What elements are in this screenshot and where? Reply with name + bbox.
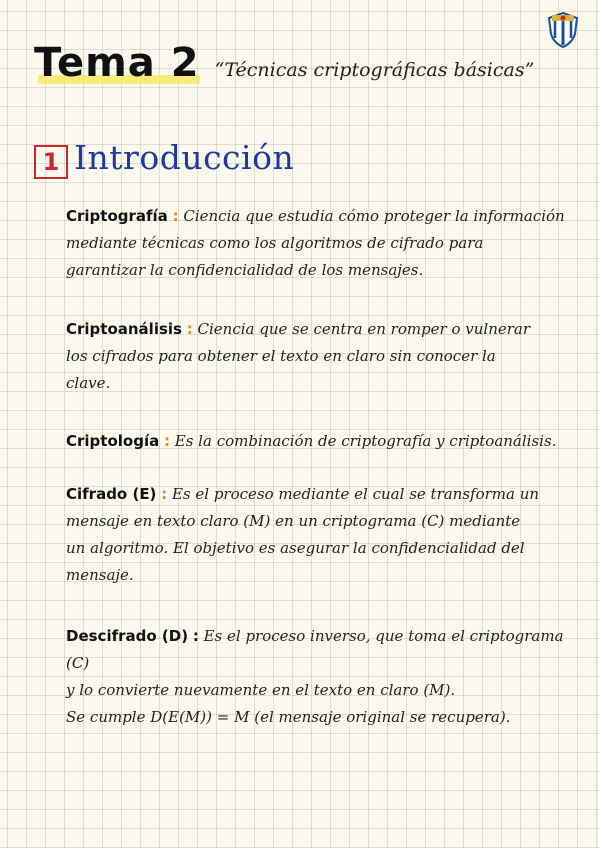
definition-line: mensaje en texto claro (M) en un criptograma (C) mediante [66,512,521,530]
definition-line: mediante técnicas como los algoritmos de cifrado para [66,234,484,252]
section-title: Introducción [74,138,295,177]
definition-term: Criptografía [66,207,168,225]
definition-line: Ciencia que se centra en romper o vulnerar [192,320,531,338]
page-title [34,40,589,86]
definition-line: un algoritmo. El objetivo es asegurar la confidencialidad del [66,539,525,557]
section-number-box: 1 [34,145,68,179]
definition-line: garantizar la confidencialidad de los mensajes. [66,261,424,279]
definition-criptografia [66,203,588,284]
definition-colon: : [186,320,193,338]
definition-colon: : [192,627,199,645]
definition-line: y lo convierte nuevamente en el texto en claro (M). [66,681,456,699]
definition-term: Criptología [66,432,160,450]
definition-line: Es el proceso inverso, que toma el criptograma (C) [66,627,564,672]
definition-cifrado [66,481,588,589]
definition-criptologia [66,428,588,455]
definition-line: Ciencia que estudia cómo proteger la información [178,207,565,225]
definition-term: Cifrado (E) [66,485,157,503]
title-main: Tema 2 [34,40,200,86]
title-subtitle: “Técnicas criptográficas básicas” [214,59,535,81]
definition-line: Se cumple D(E(M)) = M (el mensaje original se recupera). [66,708,511,726]
definition-line: mensaje. [66,566,134,584]
definition-colon: : [164,432,170,450]
definition-colon: : [172,207,179,225]
definition-line: Es la combinación de criptografía y criptoanálisis. [170,432,557,450]
definition-descifrado [66,623,588,731]
definition-line: clave. [66,374,111,392]
definition-criptoanalisis [66,316,588,397]
definition-term: Criptoanálisis [66,320,182,338]
definition-colon: : [161,485,168,503]
definition-line: los cifrados para obtener el texto en claro sin conocer la [66,347,496,365]
definition-line: Es el proceso mediante el cual se transforma un [167,485,540,503]
definition-term: Descifrado (D) [66,627,189,645]
